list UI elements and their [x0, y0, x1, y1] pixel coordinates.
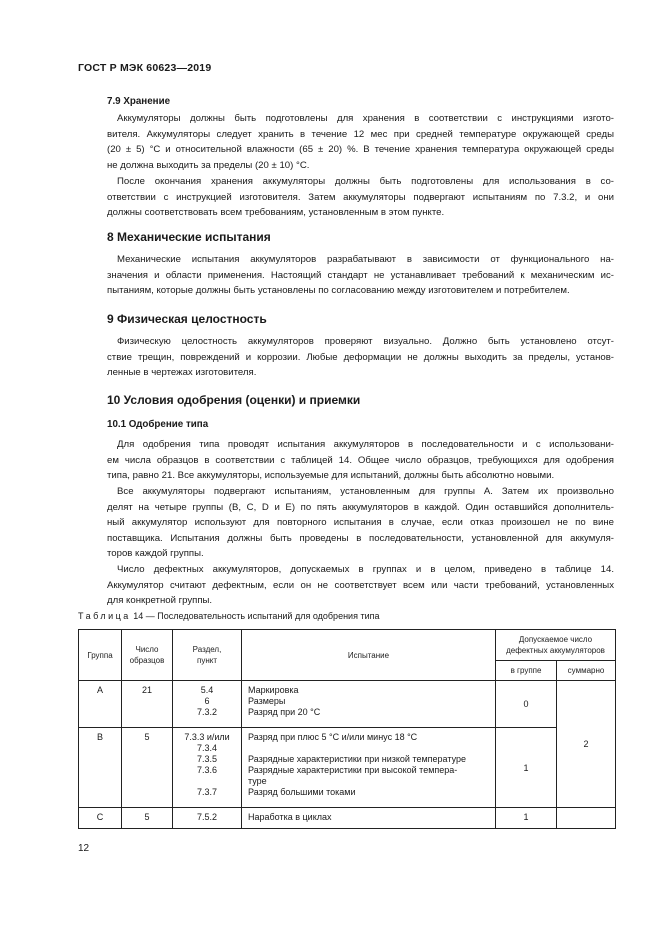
table-caption: [78, 611, 379, 621]
table-caption-text: 14 — Последовательность испытаний для одобрения типа: [130, 611, 380, 621]
cell-total-empty: [557, 808, 616, 829]
cell-tests: Наработка в циклах: [242, 808, 496, 829]
section-7-9-title: 7.9 Хранение: [107, 96, 171, 107]
section-10-1-paragraph-1: Для одобрения типа проводят испытания аккумуляторов в последовательности и с использовани- ем числа образцов в соответствии с таблицей 14. Общее число образцов, требующихся для одобрения типа, равно 21. Все аккумуляторы, используемые для испытаний, должны быть абсолютно новыми.: [107, 439, 614, 482]
cell-sections: 5.4 6 7.3.2: [173, 681, 242, 728]
cell-count: 21: [122, 681, 173, 728]
page-number: 12: [78, 843, 90, 854]
type-approval-table: [78, 629, 616, 829]
table-row-c: [79, 808, 616, 829]
cell-in-group: 1: [496, 728, 557, 808]
cell-group: А: [79, 681, 122, 728]
cell-group: С: [79, 808, 122, 829]
document-header: ГОСТ Р МЭК 60623—2019: [78, 62, 212, 74]
section-9-title: 9 Физическая целостность: [107, 312, 267, 326]
header-total: суммарно: [557, 661, 616, 681]
header-in-group: в группе: [496, 661, 557, 681]
cell-in-group: 0: [496, 681, 557, 728]
section-7-9-paragraph-2: После окончания хранения аккумуляторы должны быть подготовлены для использования в со- ответствии с инструкцией изготовителя. Затем аккумуляторы подвергают испытаниям по 7.3.2, и они должны соответствовать всем требованиям, установленным в этом пункте.: [107, 176, 614, 219]
cell-sections: 7.5.2: [173, 808, 242, 829]
header-test: Испытание: [242, 630, 496, 681]
section-8-title: 8 Механические испытания: [107, 230, 271, 244]
table-caption-word: Таблица: [78, 611, 131, 621]
cell-count: 5: [122, 808, 173, 829]
section-10-title: 10 Условия одобрения (оценки) и приемки: [107, 393, 361, 407]
header-section: Раздел, пункт: [173, 630, 242, 681]
cell-sections: 7.3.3 и/или 7.3.4 7.3.5 7.3.6 7.3.7: [173, 728, 242, 808]
section-9-paragraph: Физическую целостность аккумуляторов проверяют визуально. Должно быть установлено отсут- ствие трещин, повреждений и коррозии. Любые деформации не должны выходить за пределы, установ- ленные в чертежах изготовителя.: [107, 336, 614, 379]
cell-count: 5: [122, 728, 173, 808]
table-row-a: [79, 681, 616, 728]
cell-in-group: 1: [496, 808, 557, 829]
cell-total: 2: [557, 681, 616, 808]
cell-tests: Разряд при плюс 5 °С и/или минус 18 °С Разрядные характеристики при низкой температуре Разрядные характеристики при высокой темпера- туре Разряд большими токами: [242, 728, 496, 808]
header-allowed-defects: Допускаемое число дефектных аккумуляторов: [496, 630, 616, 661]
section-10-1-title: 10.1 Одобрение типа: [107, 419, 209, 430]
section-10-1-paragraph-2: Все аккумуляторы подвергают испытаниям, установленным для группы А. Затем их произвольно делят на четыре группы (В, С, D и Е) по пять аккумуляторов в каждой. Один оставшийся дополнитель- ный аккумулятор используют для повторного испытания в случае, если отказ произошел не по вине поставщика. Испытания должны быть проведены в последовательности, установленной для аккумуля- торов каждой группы.: [107, 486, 614, 560]
section-7-9-paragraph-1: Аккумуляторы должны быть подготовлены для хранения в соответствии с инструкциями изгото- вителя. Аккумуляторы следует хранить в течение 12 мес при средней температуре окружающей среды (20 ± 5) °С и относительной влажности (65 ± 20) %. В течение хранения температура окружающей среды не должна выходить за пределы (20 ± 10) °С.: [107, 113, 614, 171]
header-sample-count: Число образцов: [122, 630, 173, 681]
cell-tests: Маркировка Размеры Разряд при 20 °С: [242, 681, 496, 728]
cell-group: В: [79, 728, 122, 808]
section-10-1-paragraph-3: Число дефектных аккумуляторов, допускаемых в группах и в целом, приведено в таблице 14. Аккумулятор считают дефектным, если он не соответствует всем или части требований, установленных для конкретной группы.: [107, 564, 614, 607]
table-row-b: [79, 728, 616, 808]
header-group: Группа: [79, 630, 122, 681]
section-8-paragraph: Механические испытания аккумуляторов разрабатывают в зависимости от функционального на- значения и области применения. Настоящий стандарт не устанавливает требований к механическим ис- пытаниям, которые должны быть установлены по согласованию между изготовителем и потребителем.: [107, 254, 614, 297]
table-header-row-1: [79, 630, 616, 661]
